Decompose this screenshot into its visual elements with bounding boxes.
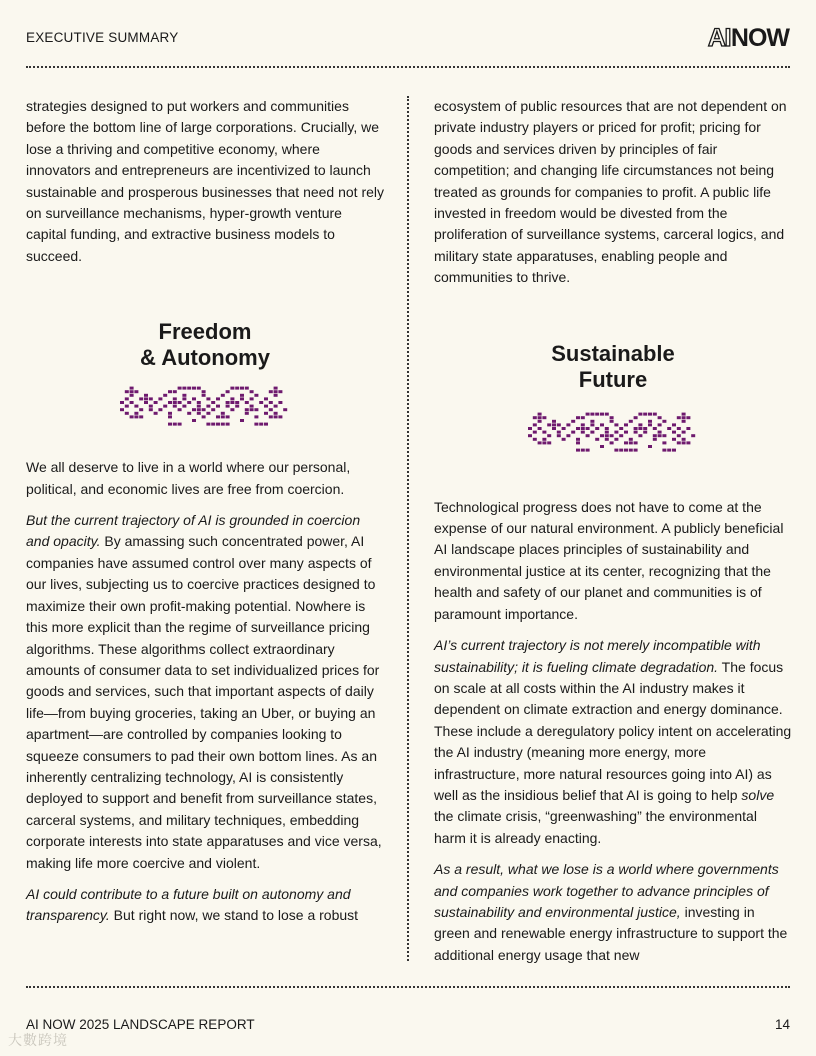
pixel bbox=[130, 416, 134, 419]
pixel bbox=[192, 387, 196, 390]
pixel bbox=[682, 419, 686, 422]
pixel bbox=[634, 448, 638, 451]
pixel bbox=[638, 434, 642, 437]
pixel bbox=[653, 434, 657, 437]
pixel-pattern-icon bbox=[528, 409, 698, 453]
pixel bbox=[235, 405, 239, 408]
pixel bbox=[533, 430, 537, 433]
pixel bbox=[216, 416, 220, 419]
pixel bbox=[605, 434, 609, 437]
sustainable-future-title: Sustainable Future bbox=[551, 340, 675, 392]
pixel bbox=[610, 434, 614, 437]
pixel bbox=[629, 448, 633, 451]
pixel bbox=[557, 430, 561, 433]
pixel bbox=[154, 401, 158, 404]
pixel bbox=[149, 398, 153, 401]
pixel bbox=[254, 408, 258, 411]
pixel bbox=[614, 448, 618, 451]
pixel bbox=[653, 412, 657, 415]
freedom-autonomy-title: Freedom & Autonomy bbox=[140, 319, 270, 371]
pixel bbox=[259, 423, 263, 426]
pixel bbox=[581, 423, 585, 426]
pixel bbox=[672, 448, 676, 451]
pixel bbox=[672, 423, 676, 426]
pixel bbox=[158, 398, 162, 401]
pixel bbox=[677, 441, 681, 444]
watermark: 大數跨境 bbox=[8, 1032, 68, 1048]
pixel bbox=[278, 390, 282, 393]
pixel bbox=[658, 430, 662, 433]
pixel bbox=[595, 427, 599, 430]
pixel bbox=[240, 419, 244, 422]
pixel bbox=[269, 408, 273, 411]
pixel bbox=[125, 412, 129, 415]
pixel bbox=[581, 448, 585, 451]
pixel bbox=[672, 430, 676, 433]
pixel bbox=[134, 412, 138, 415]
pixel bbox=[264, 423, 268, 426]
pixel bbox=[576, 437, 580, 440]
pixel bbox=[168, 401, 172, 404]
pixel bbox=[149, 408, 153, 411]
pixel bbox=[624, 423, 628, 426]
pixel bbox=[686, 427, 690, 430]
pixel bbox=[581, 430, 585, 433]
pixel bbox=[240, 387, 244, 390]
pixel bbox=[216, 405, 220, 408]
pixel bbox=[662, 448, 666, 451]
pixel bbox=[235, 401, 239, 404]
pixel bbox=[571, 430, 575, 433]
pixel bbox=[264, 398, 268, 401]
pixel bbox=[168, 390, 172, 393]
pixel bbox=[278, 401, 282, 404]
pixel bbox=[264, 412, 268, 415]
pixel bbox=[144, 394, 148, 397]
pixel bbox=[566, 423, 570, 426]
pixel bbox=[130, 394, 134, 397]
pixel bbox=[682, 437, 686, 440]
pixel bbox=[211, 401, 215, 404]
pixel bbox=[192, 398, 196, 401]
pixel bbox=[629, 441, 633, 444]
pixel bbox=[197, 408, 201, 411]
pixel bbox=[624, 441, 628, 444]
pixel bbox=[576, 441, 580, 444]
left-paragraph-2: But the current trajectory of AI is grounded in coercion and opacity. By amassing such concentrated power, AI companies have assumed control over many aspects of our lives, subjecting us to coercive practices designed to maximize their own profit-making potential. Nowhere is this more explicit than the regime of surveillance pricing algorithms. These algorithms collect extraordinary amounts of consumer data to set individualized prices for goods and services, such that important aspects of daily life—from buying groceries, taking an Uber, or buying an apartment—are controlled by companies looking to squeeze consumers to pad their own bottom lines. As an inherently centralizing technology, AI is consistently deployed to support and benefit from surveillance states, carceral systems, and military techniques, embedding corporate interests into state apparatuses and vice versa, making life more coercive and violent. bbox=[26, 512, 382, 871]
pixel bbox=[226, 423, 230, 426]
pixel bbox=[667, 427, 671, 430]
pixel bbox=[274, 387, 278, 390]
pixel bbox=[250, 408, 254, 411]
pixel bbox=[221, 423, 225, 426]
pixel bbox=[648, 445, 652, 448]
pixel bbox=[206, 423, 210, 426]
pixel bbox=[259, 401, 263, 404]
pixel bbox=[590, 430, 594, 433]
pixel bbox=[211, 408, 215, 411]
pixel bbox=[202, 408, 206, 411]
pixel bbox=[134, 416, 138, 419]
pixel bbox=[638, 427, 642, 430]
pixel bbox=[605, 430, 609, 433]
pixel bbox=[187, 412, 191, 415]
pixel bbox=[658, 423, 662, 426]
pixel bbox=[245, 412, 249, 415]
pixel bbox=[230, 408, 234, 411]
pixel bbox=[629, 419, 633, 422]
ai-now-logo: AINOW bbox=[707, 24, 789, 52]
pixel bbox=[538, 419, 542, 422]
pixel bbox=[677, 416, 681, 419]
pixel bbox=[566, 434, 570, 437]
pixel bbox=[144, 398, 148, 401]
pixel bbox=[595, 437, 599, 440]
pixel bbox=[178, 423, 182, 426]
pixel bbox=[538, 416, 542, 419]
left-intro-paragraph: strategies designed to put workers and communities before the bottom line of large corporations. Crucially, we lose a thriving and competitive economy, where innovators and entrepreneurs are incentivized to launch sustainable and prosperous businesses that need not rely on surveillance mechanisms, hyper-growth venture capital funding, and extractive business models to succeed. bbox=[26, 98, 385, 264]
pixel bbox=[610, 441, 614, 444]
pixel bbox=[226, 390, 230, 393]
pixel bbox=[581, 427, 585, 430]
pixel bbox=[254, 394, 258, 397]
pixel bbox=[158, 408, 162, 411]
pixel bbox=[221, 416, 225, 419]
pixel bbox=[182, 405, 186, 408]
pixel bbox=[278, 416, 282, 419]
pixel bbox=[634, 416, 638, 419]
pixel bbox=[538, 441, 542, 444]
pixel bbox=[667, 448, 671, 451]
pixel bbox=[120, 401, 124, 404]
pixel bbox=[619, 448, 623, 451]
pixel bbox=[254, 416, 258, 419]
pixel bbox=[130, 387, 134, 390]
pixel bbox=[576, 416, 580, 419]
pixel bbox=[662, 434, 666, 437]
pixel bbox=[634, 430, 638, 433]
pixel bbox=[134, 405, 138, 408]
pixel bbox=[274, 405, 278, 408]
pixel bbox=[614, 430, 618, 433]
pixel bbox=[230, 398, 234, 401]
pixel bbox=[211, 423, 215, 426]
pixel bbox=[658, 416, 662, 419]
pixel bbox=[264, 405, 268, 408]
pixel bbox=[245, 401, 249, 404]
pixel bbox=[581, 416, 585, 419]
pixel bbox=[614, 437, 618, 440]
pixel bbox=[283, 408, 287, 411]
report-name: AI NOW 2025 LANDSCAPE REPORT bbox=[26, 1017, 255, 1032]
pixel bbox=[662, 419, 666, 422]
pixel bbox=[250, 405, 254, 408]
pixel bbox=[629, 437, 633, 440]
pixel bbox=[619, 427, 623, 430]
pixel bbox=[605, 412, 609, 415]
pixel bbox=[173, 390, 177, 393]
pixel bbox=[139, 408, 143, 411]
section-label: EXECUTIVE SUMMARY bbox=[26, 30, 179, 45]
pixel bbox=[576, 448, 580, 451]
pixel bbox=[254, 423, 258, 426]
pixel bbox=[173, 423, 177, 426]
pixel bbox=[662, 441, 666, 444]
pixel bbox=[197, 405, 201, 408]
pixel bbox=[533, 437, 537, 440]
pixel bbox=[600, 434, 604, 437]
pixel bbox=[216, 423, 220, 426]
pixel bbox=[274, 416, 278, 419]
pixel bbox=[648, 412, 652, 415]
pixel bbox=[202, 390, 206, 393]
pixel bbox=[634, 441, 638, 444]
pixel bbox=[677, 434, 681, 437]
pixel bbox=[648, 419, 652, 422]
pixel bbox=[586, 434, 590, 437]
header-divider bbox=[26, 66, 790, 68]
pixel bbox=[590, 412, 594, 415]
pixel bbox=[125, 405, 129, 408]
pixel bbox=[624, 430, 628, 433]
pixel bbox=[178, 387, 182, 390]
pixel bbox=[197, 401, 201, 404]
pixel bbox=[610, 419, 614, 422]
pixel bbox=[638, 423, 642, 426]
pixel bbox=[202, 416, 206, 419]
pixel bbox=[149, 405, 153, 408]
pixel bbox=[206, 405, 210, 408]
pixel bbox=[605, 427, 609, 430]
pixel bbox=[235, 387, 239, 390]
pixel bbox=[653, 427, 657, 430]
pixel bbox=[552, 419, 556, 422]
right-paragraph-2: AI’s current trajectory is not merely incompatible with sustainability; it is fueling climate degradation. The focus on scale at all costs within the AI industry makes it dependent on climate extraction and energy dominance. These include a deregulatory policy intent on accelerating the AI industry (meaning more energy, more infrastructure, more natural resources going into AI) as well as the insidious belief that AI is going to help solve the climate crisis, “greenwashing” the environmental harm it is already enacting. bbox=[434, 637, 792, 846]
pixel bbox=[250, 398, 254, 401]
pixel bbox=[614, 423, 618, 426]
pixel bbox=[202, 394, 206, 397]
footer-divider bbox=[26, 986, 790, 988]
pixel bbox=[586, 412, 590, 415]
pixel bbox=[600, 423, 604, 426]
pixel bbox=[144, 401, 148, 404]
pixel bbox=[638, 412, 642, 415]
pixel bbox=[230, 387, 234, 390]
pixel bbox=[168, 416, 172, 419]
right-paragraph-1: Technological progress does not have to come at the expense of our natural environment. A publicly beneficial AI landscape places principles of sustainability and environmental justice at its center, recognizing that the health and safety of our planet and communities is of paramount importance. bbox=[434, 498, 784, 622]
pixel bbox=[130, 401, 134, 404]
pixel bbox=[691, 434, 695, 437]
right-column bbox=[434, 96, 792, 976]
pixel bbox=[542, 416, 546, 419]
pixel bbox=[178, 401, 182, 404]
pixel bbox=[643, 427, 647, 430]
pixel bbox=[226, 405, 230, 408]
pixel bbox=[240, 398, 244, 401]
pixel bbox=[672, 437, 676, 440]
pixel bbox=[538, 412, 542, 415]
left-paragraph-1: We all deserve to live in a world where our personal, political, and economic lives are free from coercion. bbox=[26, 459, 351, 497]
pixel bbox=[528, 434, 532, 437]
pixel bbox=[173, 398, 177, 401]
pixel bbox=[139, 416, 143, 419]
left-column bbox=[26, 96, 384, 937]
pixel bbox=[600, 412, 604, 415]
pixel bbox=[590, 419, 594, 422]
pixel bbox=[533, 423, 537, 426]
pixel bbox=[552, 423, 556, 426]
pixel bbox=[547, 423, 551, 426]
pixel bbox=[173, 401, 177, 404]
pixel bbox=[682, 441, 686, 444]
pixel bbox=[269, 390, 273, 393]
pixel bbox=[274, 390, 278, 393]
pixel bbox=[240, 394, 244, 397]
pixel bbox=[192, 419, 196, 422]
pixel bbox=[187, 401, 191, 404]
pixel bbox=[547, 434, 551, 437]
pixel bbox=[557, 434, 561, 437]
pixel bbox=[682, 430, 686, 433]
pixel bbox=[552, 427, 556, 430]
pixel bbox=[178, 408, 182, 411]
page-number: 14 bbox=[774, 1017, 790, 1032]
pixel bbox=[197, 412, 201, 415]
pixel bbox=[542, 430, 546, 433]
pixel bbox=[216, 398, 220, 401]
column-divider bbox=[407, 96, 409, 961]
pixel bbox=[547, 441, 551, 444]
pixel bbox=[605, 437, 609, 440]
pixel bbox=[576, 427, 580, 430]
pixel bbox=[134, 390, 138, 393]
pixel bbox=[182, 387, 186, 390]
pixel bbox=[538, 427, 542, 430]
pixel bbox=[557, 423, 561, 426]
pixel bbox=[269, 401, 273, 404]
left-paragraph-3: AI could contribute to a future built on autonomy and transparency. But right now, we stand to lose a robust bbox=[26, 885, 359, 924]
pixel bbox=[643, 430, 647, 433]
pixel bbox=[269, 416, 273, 419]
pixel bbox=[168, 423, 172, 426]
pixel bbox=[682, 416, 686, 419]
pixel-pattern-icon bbox=[120, 383, 290, 427]
pixel bbox=[154, 412, 158, 415]
pixel bbox=[182, 398, 186, 401]
pixel bbox=[125, 390, 129, 393]
pixel bbox=[245, 387, 249, 390]
pixel bbox=[643, 412, 647, 415]
pixel bbox=[586, 427, 590, 430]
pixel bbox=[206, 398, 210, 401]
pixel bbox=[653, 437, 657, 440]
pixel bbox=[230, 401, 234, 404]
pixel bbox=[192, 408, 196, 411]
pixel bbox=[206, 412, 210, 415]
pixel bbox=[542, 437, 546, 440]
pixel bbox=[130, 390, 134, 393]
pixel bbox=[120, 408, 124, 411]
pixel bbox=[125, 398, 129, 401]
pixel bbox=[182, 394, 186, 397]
pixel bbox=[686, 441, 690, 444]
pixel bbox=[542, 441, 546, 444]
right-intro-paragraph: ecosystem of public resources that are not dependent on private industry players or priced for profit; pricing for goods and services driven by principles of fair competition; and changing life circumstances not being treated as grounds for companies to profit. A public life invested in freedom would be divested from the proliferation of surveillance systems, carceral logics, and military state apparatuses, enabling people and communities to thrive. bbox=[434, 98, 787, 286]
right-paragraph-3: As a result, what we lose is a world where governments and companies work together to advance principles of sustainability and environmental justice, investing in green and renewable energy infrastructure to support the additional energy usage that new bbox=[434, 861, 788, 963]
pixel bbox=[682, 412, 686, 415]
pixel bbox=[274, 394, 278, 397]
pixel bbox=[226, 416, 230, 419]
pixel bbox=[163, 405, 167, 408]
pixel bbox=[619, 434, 623, 437]
pixel bbox=[139, 398, 143, 401]
pixel bbox=[590, 423, 594, 426]
pixel bbox=[274, 412, 278, 415]
pixel bbox=[600, 445, 604, 448]
pixel bbox=[221, 412, 225, 415]
pixel bbox=[221, 394, 225, 397]
pixel bbox=[533, 416, 537, 419]
pixel bbox=[168, 412, 172, 415]
pixel bbox=[648, 423, 652, 426]
pixel bbox=[245, 408, 249, 411]
pixel bbox=[586, 448, 590, 451]
pixel bbox=[528, 427, 532, 430]
pixel bbox=[624, 448, 628, 451]
pixel bbox=[595, 412, 599, 415]
pixel bbox=[562, 427, 566, 430]
pixel bbox=[187, 387, 191, 390]
pixel bbox=[677, 427, 681, 430]
pixel bbox=[571, 419, 575, 422]
pixel bbox=[562, 437, 566, 440]
pixel bbox=[634, 427, 638, 430]
pixel bbox=[250, 390, 254, 393]
pixel bbox=[610, 416, 614, 419]
pixel bbox=[226, 401, 230, 404]
pixel bbox=[658, 434, 662, 437]
pixel bbox=[173, 405, 177, 408]
pixel bbox=[686, 416, 690, 419]
pixel bbox=[197, 387, 201, 390]
pixel bbox=[163, 394, 167, 397]
